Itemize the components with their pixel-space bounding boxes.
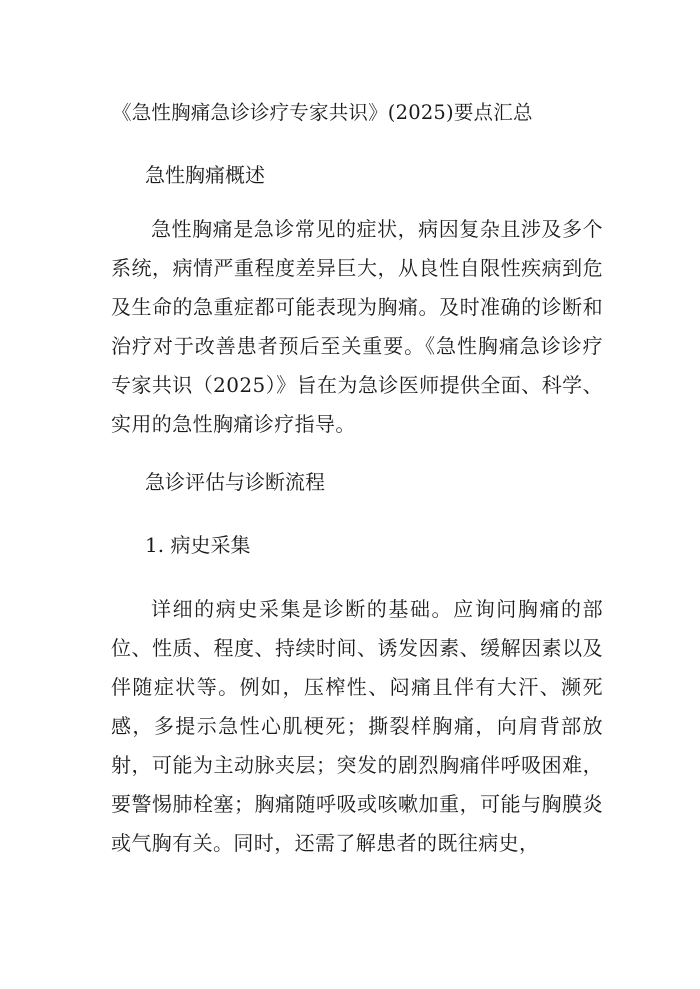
section-heading-overview: 急性胸痛概述 xyxy=(145,163,265,187)
overview-paragraph: 急性胸痛是急诊常见的症状，病因复杂且涉及多个系统，病情严重程度差异巨大，从良性自限性疾病到危及生命的急重症都可能表现为胸痛。及时准确的诊断和治疗对于改善患者预后至关重要。《急性胸痛急诊诊疗专家共识（2025）》旨在为急诊医师提供全面、科学、实用的急性胸痛诊疗指导。 xyxy=(111,217,603,436)
subsection-heading-history: 1. 病史采集 xyxy=(145,533,251,557)
document-title: 《急性胸痛急诊诊疗专家共识》(2025)要点汇总 xyxy=(112,101,533,124)
history-paragraph: 详细的病史采集是诊断的基础。应询问胸痛的部位、性质、程度、持续时间、诱发因素、缓解因素以及伴随症状等。例如，压榨性、闷痛且伴有大汗、濒死感，多提示急性心肌梗死；撕裂样胸痛，向肩背部放射，可能为主动脉夹层；突发的剧烈胸痛伴呼吸困难，要警惕肺栓塞；胸痛随呼吸或咳嗽加重，可能与胸膜炎或气胸有关。同时，还需了解患者的既往病史， xyxy=(111,597,603,855)
section-heading-assessment: 急诊评估与诊断流程 xyxy=(145,470,325,494)
